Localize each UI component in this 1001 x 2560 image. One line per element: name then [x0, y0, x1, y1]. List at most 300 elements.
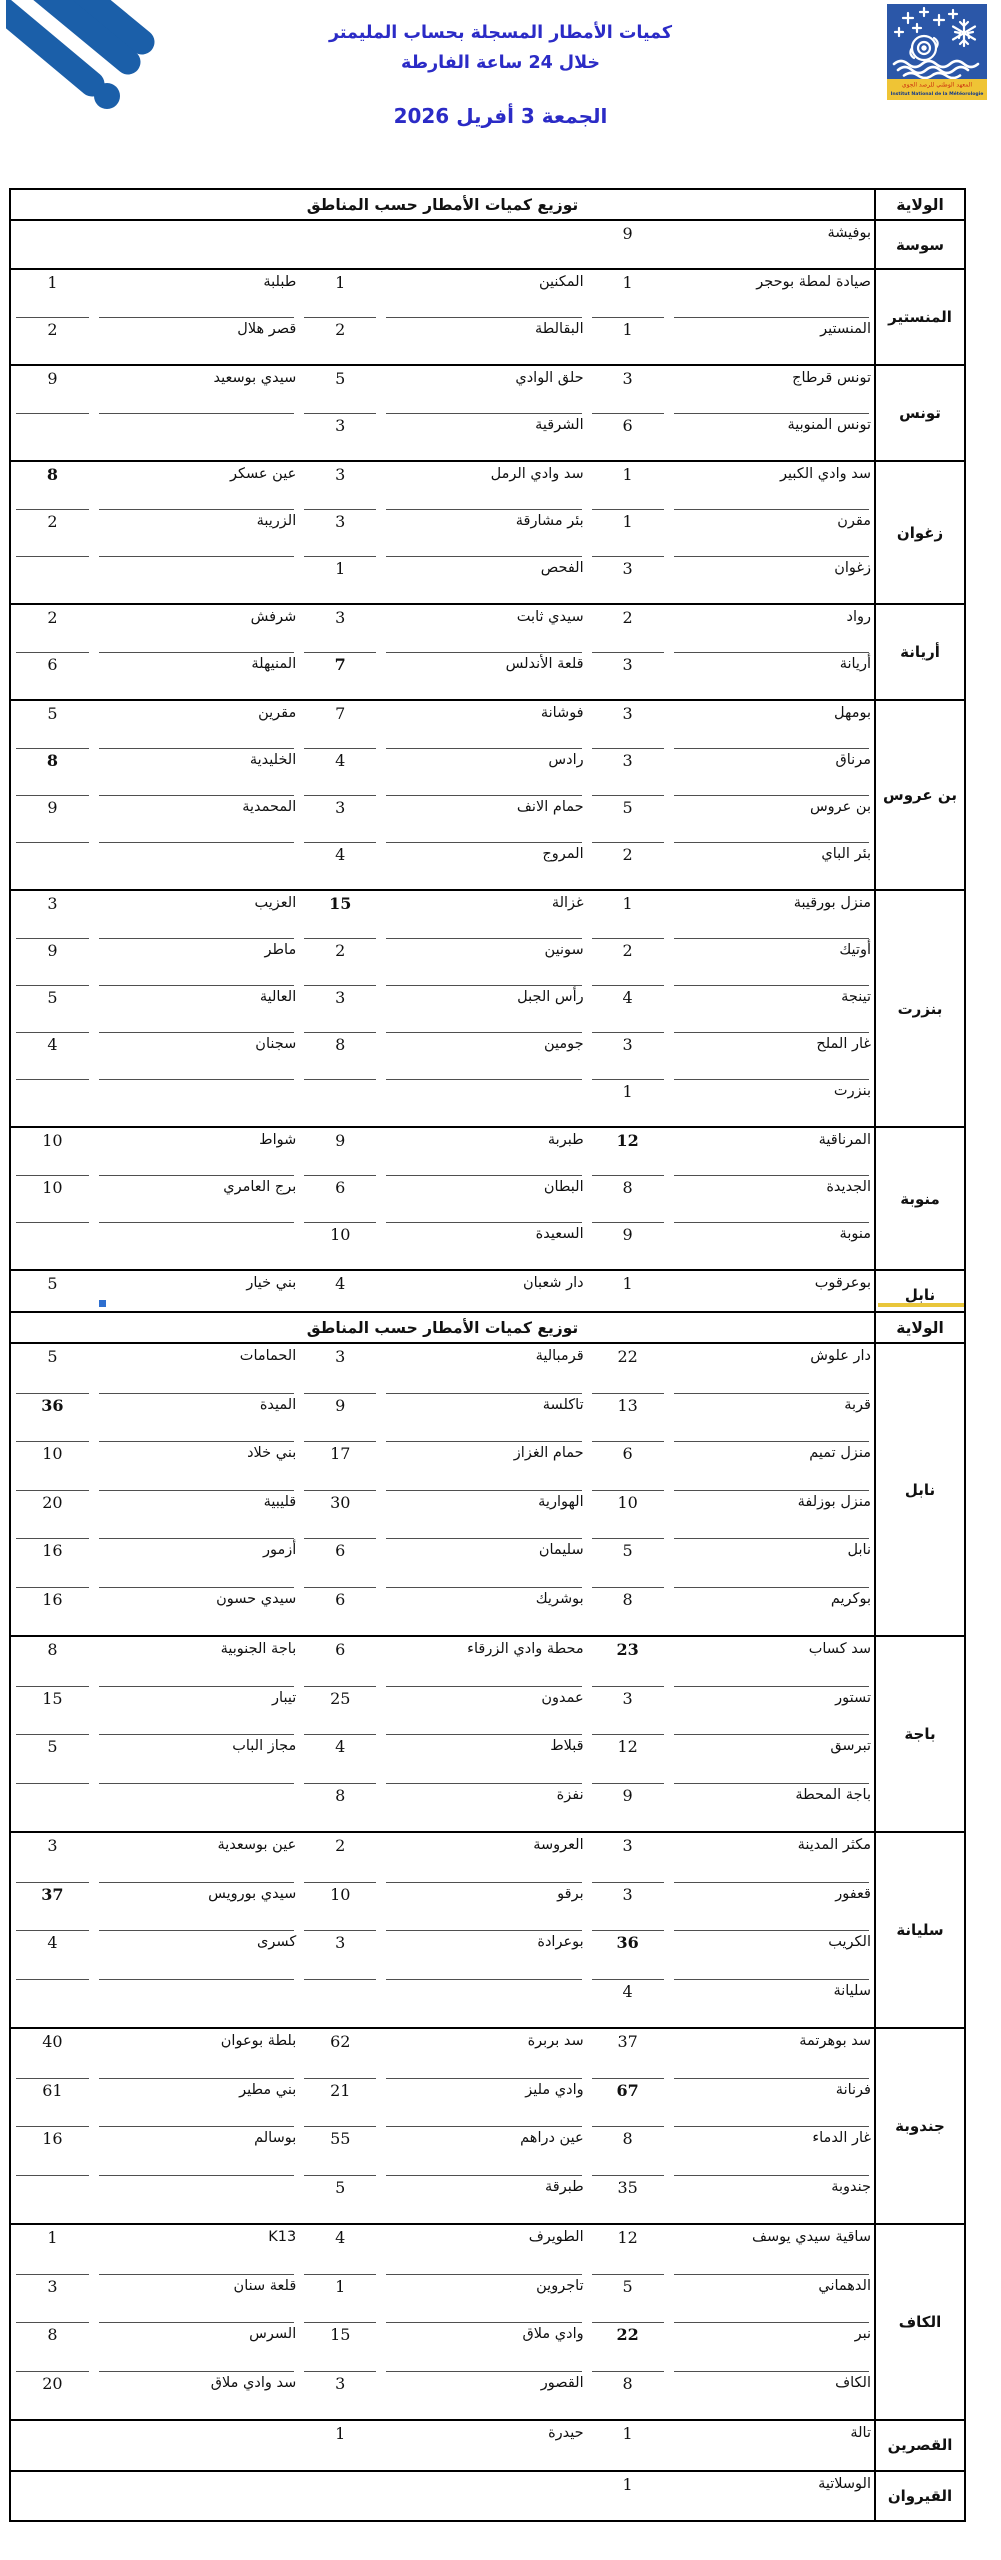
station-rows [11, 1344, 874, 1635]
station-row [11, 1587, 874, 1636]
rain-value: 4 [299, 748, 381, 795]
station-name: تالة [850, 2425, 871, 2441]
station-name: تونس قرطاج [669, 366, 874, 413]
rain-value: 3 [622, 559, 633, 578]
rain-value: 1 [587, 509, 669, 556]
governorate-section [11, 1126, 964, 1269]
rain-value [11, 413, 94, 460]
station-row [11, 748, 874, 795]
rain-value: 3 [299, 509, 381, 556]
station-name: حلق الوادي [381, 366, 586, 413]
station-name [94, 1222, 299, 1269]
rain-value [11, 1222, 94, 1269]
rain-value: 6 [622, 416, 633, 435]
station-name: برج العامري [94, 1175, 299, 1222]
station-name: سد بربرة [381, 2029, 586, 2078]
rain-value: 5 [587, 2274, 669, 2323]
station-row [11, 842, 874, 889]
station-name: بن عروس [669, 795, 874, 842]
station-row [11, 1490, 874, 1539]
station-name [94, 1079, 299, 1126]
rain-value: 9 [622, 224, 633, 243]
governorate-section [11, 1635, 964, 1831]
rain-value: 37 [11, 1882, 94, 1931]
station-name: سيدي بورويس [94, 1882, 299, 1931]
inm-caption-french: Institut National de la Météorologie [890, 92, 984, 97]
rain-value: 4 [335, 1274, 346, 1293]
rain-value: 5 [11, 985, 94, 1032]
rain-value: 5 [335, 2177, 346, 2197]
station-name: المنستير [820, 321, 871, 337]
station-rows [11, 2029, 874, 2223]
rain-value: 5 [587, 1538, 669, 1587]
rain-value: 6 [299, 1175, 381, 1222]
station-name: عمدون [381, 1686, 586, 1735]
rain-value [11, 2472, 94, 2521]
station-name: مجاز الباب [94, 1734, 299, 1783]
rain-value: 21 [299, 2078, 381, 2127]
rain-value: 3 [587, 1686, 669, 1735]
rain-value: 3 [11, 2274, 94, 2323]
rain-value: 6 [47, 655, 58, 674]
station-name: المروج [542, 846, 584, 862]
station-name: نبر [669, 2322, 874, 2371]
station-name: قربة [669, 1393, 874, 1442]
rain-value: 3 [587, 701, 669, 748]
station-name: فرنانة [669, 2078, 874, 2127]
station-name: بوكريم [830, 1590, 871, 1607]
rain-value: 17 [299, 1441, 381, 1490]
station-name [381, 2472, 586, 2521]
governorate-label: الكاف [874, 2225, 964, 2419]
rain-value: 8 [335, 1785, 346, 1805]
distribution-column-header: توزيع كميات الأمطار حسب المناطق [306, 195, 579, 214]
rain-value: 3 [335, 416, 346, 435]
station-rows [11, 701, 874, 889]
station-row [11, 605, 874, 652]
station-name: غزالة [381, 891, 586, 938]
station-rows [11, 1637, 874, 1831]
rain-value: 10 [587, 1490, 669, 1539]
station-name: قلعة الأندلس [505, 656, 584, 672]
station-name [94, 1979, 299, 2028]
governorate-section [11, 2027, 964, 2223]
station-name: مقرين [94, 701, 299, 748]
station-name: بلطة بوعوان [94, 2029, 299, 2078]
rain-value: 9 [11, 366, 94, 413]
station-name [94, 2175, 299, 2224]
rain-value: 1 [299, 2274, 381, 2323]
rain-value: 6 [335, 1589, 346, 1609]
rain-value: 3 [587, 1882, 669, 1931]
governorate-section [11, 364, 964, 460]
station-name: بوشريك [535, 1590, 584, 1607]
rain-value: 1 [622, 2474, 633, 2494]
rain-value: 1 [622, 320, 633, 339]
station-name: بني مطير [94, 2078, 299, 2127]
rain-value: 2 [587, 938, 669, 985]
station-name: الخليدية [94, 748, 299, 795]
rain-value: 20 [42, 2373, 63, 2393]
station-name: بنزرت [833, 1083, 871, 1099]
governorate-section [11, 460, 964, 603]
governorate-label: باجة [874, 1637, 964, 1831]
station-rows [11, 462, 874, 603]
table-header-row [11, 190, 964, 221]
rain-value: 40 [11, 2029, 94, 2078]
rain-value: 10 [299, 1882, 381, 1931]
station-name: العزيب [94, 891, 299, 938]
governorate-label: نابل [874, 1271, 964, 1318]
station-name [94, 221, 299, 268]
rain-value: 1 [335, 2424, 346, 2443]
rain-value: 5 [11, 701, 94, 748]
station-name: سد وادي الكبير [669, 462, 874, 509]
station-name: زغوان [834, 560, 871, 576]
station-row [11, 2175, 874, 2224]
station-name: عين بوسعدية [94, 1833, 299, 1882]
station-row [11, 1032, 874, 1079]
rain-value: 10 [11, 1441, 94, 1490]
governorate-label: بن عروس [874, 701, 964, 889]
station-name: سليانة [833, 1982, 871, 1999]
report-date: الجمعة 3 أفريل 2026 [393, 104, 608, 128]
station-name: جومين [381, 1032, 586, 1079]
rain-value: 23 [587, 1637, 669, 1686]
station-row [11, 366, 874, 413]
rain-value: 1 [622, 2424, 633, 2443]
station-name: تيبار [94, 1686, 299, 1735]
rain-value: 1 [299, 270, 381, 317]
station-rows [11, 270, 874, 364]
station-name: حمام الانف [381, 795, 586, 842]
station-row [11, 1979, 874, 2028]
rain-value: 22 [587, 2322, 669, 2371]
rain-value: 67 [587, 2078, 669, 2127]
governorate-label: سوسة [874, 221, 964, 268]
rain-value [11, 2175, 94, 2224]
station-name: مقرن [669, 509, 874, 556]
station-name: بني خيار [246, 1275, 297, 1291]
station-name: الوسلاتية [818, 2475, 871, 2492]
station-row [11, 317, 874, 364]
rain-value: 8 [622, 2373, 633, 2393]
station-name: حمام الغزاز [381, 1441, 586, 1490]
rain-value: 4 [11, 1930, 94, 1979]
station-name: رأس الجبل [381, 985, 586, 1032]
region-column-header: الولاية [874, 1313, 964, 1342]
station-name: تاكلسة [381, 1393, 586, 1442]
rain-value [11, 1783, 94, 1832]
rain-value: 9 [11, 795, 94, 842]
station-name: سليمان [381, 1538, 586, 1587]
rain-value: 1 [335, 559, 346, 578]
rain-value: 36 [587, 1930, 669, 1979]
rain-value: 13 [587, 1393, 669, 1442]
table-header-row [11, 1313, 964, 1344]
station-rows [11, 891, 874, 1126]
station-name: شواط [94, 1128, 299, 1175]
rain-value: 8 [587, 1175, 669, 1222]
station-name [381, 1079, 586, 1126]
governorate-section [11, 221, 964, 268]
rainfall-table-page2 [9, 1311, 966, 2522]
report-title [0, 18, 1001, 78]
station-name: محطة وادي الزرقاء [381, 1637, 586, 1686]
station-name: الطويرف [381, 2225, 586, 2274]
rain-value: 4 [587, 985, 669, 1032]
rain-value: 8 [299, 1032, 381, 1079]
station-row [11, 1734, 874, 1783]
station-name: قليبية [94, 1490, 299, 1539]
rain-value: 10 [330, 1225, 351, 1244]
station-name: تستور [669, 1686, 874, 1735]
station-name: تينجة [669, 985, 874, 1032]
station-name: حيدرة [548, 2425, 584, 2441]
station-name: قبلاط [381, 1734, 586, 1783]
rain-value: 15 [299, 891, 381, 938]
station-name: أريانة [839, 656, 871, 672]
rain-value: 15 [11, 1686, 94, 1735]
rain-value: 25 [299, 1686, 381, 1735]
station-name: بئر الباي [821, 846, 871, 862]
governorate-label: القصرين [874, 2421, 964, 2470]
rain-value: 2 [11, 509, 94, 556]
rain-value: 6 [587, 1441, 669, 1490]
station-name: الهوارية [381, 1490, 586, 1539]
station-name: برقو [381, 1882, 586, 1931]
rain-value: 3 [622, 655, 633, 674]
station-row [11, 1128, 874, 1175]
governorate-label: زغوان [874, 462, 964, 603]
rain-value: 55 [299, 2126, 381, 2175]
rain-value: 8 [587, 2126, 669, 2175]
station-row [11, 1686, 874, 1735]
rain-value [11, 2421, 94, 2470]
governorate-section [11, 2470, 964, 2521]
rain-value [11, 842, 94, 889]
station-name: وادي ملاق [381, 2322, 586, 2371]
station-row [11, 2225, 874, 2274]
station-name: الشرقية [535, 417, 584, 433]
rain-value: 5 [11, 1344, 94, 1393]
governorate-section [11, 699, 964, 889]
rain-value: 9 [299, 1393, 381, 1442]
station-row [11, 462, 874, 509]
rain-value: 61 [11, 2078, 94, 2127]
governorate-label: تونس [874, 366, 964, 460]
station-rows [11, 2421, 874, 2470]
rain-value: 15 [299, 2322, 381, 2371]
rain-value: 9 [622, 1785, 633, 1805]
rain-value: 30 [299, 1490, 381, 1539]
station-name: قعفور [669, 1882, 874, 1931]
rain-value: 3 [299, 985, 381, 1032]
station-name: غار الملح [669, 1032, 874, 1079]
rain-value: 2 [622, 845, 633, 864]
station-name: السعيدة [535, 1226, 584, 1242]
report-title-line2: خلال 24 ساعة الفارطة [401, 53, 600, 73]
rain-value: 5 [299, 366, 381, 413]
station-name: نفزة [556, 1786, 584, 1803]
station-name: K13 [94, 2225, 299, 2274]
rain-value: 3 [11, 1833, 94, 1882]
station-name: تونس المنوبية [787, 417, 871, 433]
station-row [11, 2371, 874, 2420]
rain-value: 4 [335, 845, 346, 864]
station-row [11, 1175, 874, 1222]
rainfall-table-page1 [9, 188, 966, 1320]
rain-value: 3 [587, 748, 669, 795]
station-rows [11, 605, 874, 699]
station-name: أوتيك [669, 938, 874, 985]
governorate-section [11, 2419, 964, 2470]
station-row [11, 221, 874, 268]
station-name: منزل بورقيبة [669, 891, 874, 938]
station-name: بومهل [669, 701, 874, 748]
station-row [11, 2472, 874, 2521]
station-name: العروسة [381, 1833, 586, 1882]
station-name: المكنين [381, 270, 586, 317]
rain-value: 1 [622, 1274, 633, 1293]
station-row [11, 2322, 874, 2371]
rain-value: 7 [299, 701, 381, 748]
rain-value: 3 [335, 2373, 346, 2393]
rain-value: 3 [299, 1344, 381, 1393]
rain-value: 12 [587, 2225, 669, 2274]
station-name: سيدي ثابت [381, 605, 586, 652]
station-name: جندوبة [831, 2178, 871, 2195]
station-name [381, 221, 586, 268]
station-row [11, 1882, 874, 1931]
rain-value: 4 [299, 2225, 381, 2274]
station-name: سيدي بوسعيد [94, 366, 299, 413]
station-name: البقالطة [534, 321, 584, 337]
station-row [11, 985, 874, 1032]
station-row [11, 1930, 874, 1979]
rain-value: 8 [11, 2322, 94, 2371]
governorate-label: منوبة [874, 1128, 964, 1269]
station-name: رادس [381, 748, 586, 795]
station-name: دار شعبان [522, 1275, 584, 1291]
station-row [11, 891, 874, 938]
governorate-section [11, 889, 964, 1126]
station-row [11, 1079, 874, 1126]
station-name: العالية [94, 985, 299, 1032]
station-name: المرناقية [669, 1128, 874, 1175]
scan-yellow-mark [878, 1303, 964, 1307]
rain-value: 3 [299, 1930, 381, 1979]
rain-value: 12 [587, 1128, 669, 1175]
rain-value [11, 1979, 94, 2028]
governorate-section [11, 2223, 964, 2419]
station-name: فوشانة [381, 701, 586, 748]
rain-value: 3 [587, 1032, 669, 1079]
rain-value: 9 [622, 1225, 633, 1244]
governorate-label: القيروان [874, 2472, 964, 2521]
rain-value: 2 [299, 938, 381, 985]
station-row [11, 270, 874, 317]
station-name: الجديدة [669, 1175, 874, 1222]
station-rows [11, 366, 874, 460]
station-rows [11, 1128, 874, 1269]
rain-value: 3 [299, 795, 381, 842]
station-row [11, 1393, 874, 1442]
station-name: رواد [669, 605, 874, 652]
station-name: مكثر المدينة [669, 1833, 874, 1882]
rain-value: 36 [11, 1393, 94, 1442]
station-name: الزريبة [94, 509, 299, 556]
station-row [11, 1783, 874, 1832]
station-name: الدهماني [669, 2274, 874, 2323]
scan-blue-mark [99, 1300, 106, 1307]
station-name: الكريب [669, 1930, 874, 1979]
station-name: كسرى [94, 1930, 299, 1979]
station-name: بني خلاد [94, 1441, 299, 1490]
station-name: القصور [540, 2374, 584, 2391]
station-name: السرس [94, 2322, 299, 2371]
station-name: وادي مليز [381, 2078, 586, 2127]
station-row [11, 1344, 874, 1393]
rain-value: 3 [587, 1833, 669, 1882]
rain-value: 3 [299, 605, 381, 652]
rain-value: 16 [11, 1538, 94, 1587]
rain-value: 6 [299, 1637, 381, 1686]
station-name: منزل تميم [669, 1441, 874, 1490]
rain-value: 22 [587, 1344, 669, 1393]
rain-value: 2 [11, 605, 94, 652]
station-name: صيادة لمطة بوحجر [669, 270, 874, 317]
station-name: تاجروين [381, 2274, 586, 2323]
rain-value: 2 [299, 1833, 381, 1882]
station-name: تبرسق [669, 1734, 874, 1783]
station-name: مرناق [669, 748, 874, 795]
governorate-label: نابل [874, 1344, 964, 1635]
rain-value [11, 556, 94, 603]
station-name [94, 1783, 299, 1832]
station-name: سيدي حسون [216, 1590, 297, 1607]
station-name: باجة المحطة [795, 1786, 871, 1803]
station-rows [11, 2472, 874, 2521]
station-rows [11, 1833, 874, 2027]
station-row [11, 556, 874, 603]
rain-value: 8 [11, 462, 94, 509]
governorate-label: أريانة [874, 605, 964, 699]
station-name: سد وادي ملاق [210, 2374, 297, 2391]
distribution-column-header: توزيع كميات الأمطار حسب المناطق [306, 1318, 579, 1337]
inm-caption-arabic: المعهد الوطني للرصد الجوي [901, 81, 973, 89]
station-row [11, 1637, 874, 1686]
station-name [94, 2472, 299, 2521]
station-name: ماطر [94, 938, 299, 985]
rain-value: 12 [587, 1734, 669, 1783]
station-rows [11, 221, 874, 268]
rain-value [299, 1979, 381, 2028]
governorate-section [11, 1831, 964, 2027]
rain-value [299, 2472, 381, 2521]
rain-value: 7 [334, 655, 346, 674]
rain-value: 9 [299, 1128, 381, 1175]
station-name: قصر هلال [237, 321, 297, 337]
governorate-label: جندوبة [874, 2029, 964, 2223]
station-name: بوفيشة [827, 225, 871, 241]
station-row [11, 413, 874, 460]
rain-value: 5 [47, 1274, 58, 1293]
station-row [11, 938, 874, 985]
station-name: دار علوش [669, 1344, 874, 1393]
station-row [11, 2421, 874, 2470]
rain-value: 3 [299, 462, 381, 509]
